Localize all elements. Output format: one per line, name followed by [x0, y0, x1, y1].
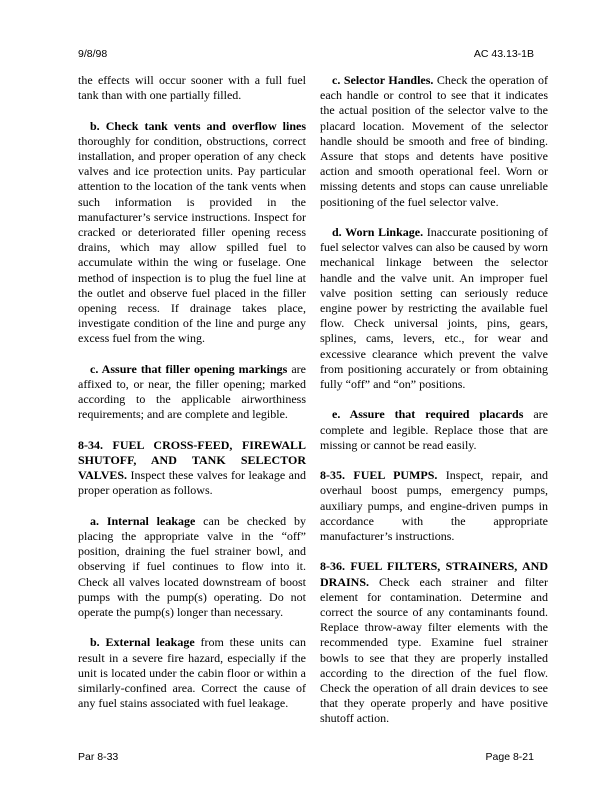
footer-paragraph-ref: Par 8-33 [78, 751, 119, 763]
footer-page-number: Page 8-21 [485, 751, 534, 763]
paragraph: a. Internal leakage can be checked by placing the appropriate valve in the “off” position, draining the fuel strainer bowl, and observing if fuel continues to flow into it. Check all valves located downstream of boost pumps with the pump(s) operating. Do not operate the pump(s) longer than necessary. [78, 513, 306, 620]
paragraph-heading: b. Check tank vents and overflow lines [90, 118, 306, 133]
header-date: 9/8/98 [78, 48, 108, 60]
paragraph: the effects will occur sooner with a full fuel tank than with one partially filled. [78, 73, 306, 103]
section-paragraph: 8-36. FUEL FILTERS, STRAINERS, AND DRAINS. Check each strainer and filter element for contamination. Determine and correct the source of any contaminants found. Replace throw-away filter elements with the recommended type. Examine fuel strainer bowls to see that they are properly installed according to the direction of the fuel flow. Check the operation of all drain devices to see that they operate properly and have positive shutoff action. [320, 559, 548, 726]
paragraph-heading: a. Internal leakage [90, 513, 196, 528]
left-column [78, 73, 306, 727]
paragraph-heading: c. Selector Handles. [332, 73, 434, 87]
paragraph: d. Worn Linkage. Inaccurate positioning of fuel selector valves can also be caused by worn mechanical linkage between the selector handle and the valve unit. An improper fuel valve position setting can seriously reduce engine power by restricting the available fuel flow. Check universal joints, pins, gears, splines, cams, levers, etc., for wear and excessive clearance which prevent the valve from positioning accurately or from obtaining fully “off” and “on” positions. [320, 225, 548, 392]
paragraph: c. Assure that filler opening markings are affixed to, or near, the filler opening; marked according to the applicable airworthiness requirements; and are complete and legible. [78, 361, 306, 422]
section-paragraph: 8-34. FUEL CROSS-FEED, FIREWALL SHUTOFF, AND TANK SELECTOR VALVES. Inspect these valves for leakage and proper operation as follows. [78, 437, 306, 498]
right-column [320, 73, 548, 742]
paragraph: b. External leakage from these units can result in a severe fire hazard, especially if the unit is located under the cabin floor or within a similarly-confined area. Correct the cause of any fuel stains associated with fuel leakage. [78, 635, 306, 711]
paragraph-heading: e. Assure that required placards [332, 407, 524, 422]
paragraph-heading: d. Worn Linkage. [332, 225, 424, 240]
header-doc-id: AC 43.13-1B [473, 48, 534, 60]
section-paragraph: 8-35. FUEL PUMPS. Inspect, repair, and overhaul boost pumps, emergency pumps, auxiliary pumps, and engine-driven pumps in accordance with the appropriate manufacturer’s instructions. [320, 468, 548, 544]
section-heading: 8-36. FUEL FILTERS, STRAINERS, AND DRAINS. [320, 559, 548, 589]
section-heading: 8-34. FUEL CROSS-FEED, FIREWALL SHUTOFF, AND TANK SELECTOR VALVES. [78, 437, 306, 483]
paragraph-heading: c. Assure that filler opening markings [90, 361, 288, 376]
paragraph-heading: b. External leakage [90, 635, 195, 650]
section-heading: 8-35. FUEL PUMPS. [320, 468, 438, 483]
paragraph: b. Check tank vents and overflow lines thoroughly for condition, obstructions, correct installation, and proper operation of any check valves and ice protection units. Pay particular attention to the location of the tank vents when such information is provided in the manufacturer’s service instructions. Inspect for cracked or deteriorated filler opening recess drains, which may allow spilled fuel to accumulate within the wing or fuselage. One method of inspection is to plug the fuel line at the outlet and observe fuel placed in the filler opening recess. If drainage takes place, investigate condition of the line and purge any excess fuel from the wing. [78, 118, 306, 346]
paragraph: c. Selector Handles. Check the operation of each handle or control to see that it indicates the actual position of the selector valve to the placard location. Movement of the selector handle should be smooth and free of binding. Assure that stops and detents have positive action and smooth operational feel. Worn or missing detents and stops can cause unreliable positioning of the fuel selector valve. [320, 73, 548, 209]
paragraph: e. Assure that required placards are complete and legible. Replace those that are missing or cannot be read easily. [320, 407, 548, 452]
